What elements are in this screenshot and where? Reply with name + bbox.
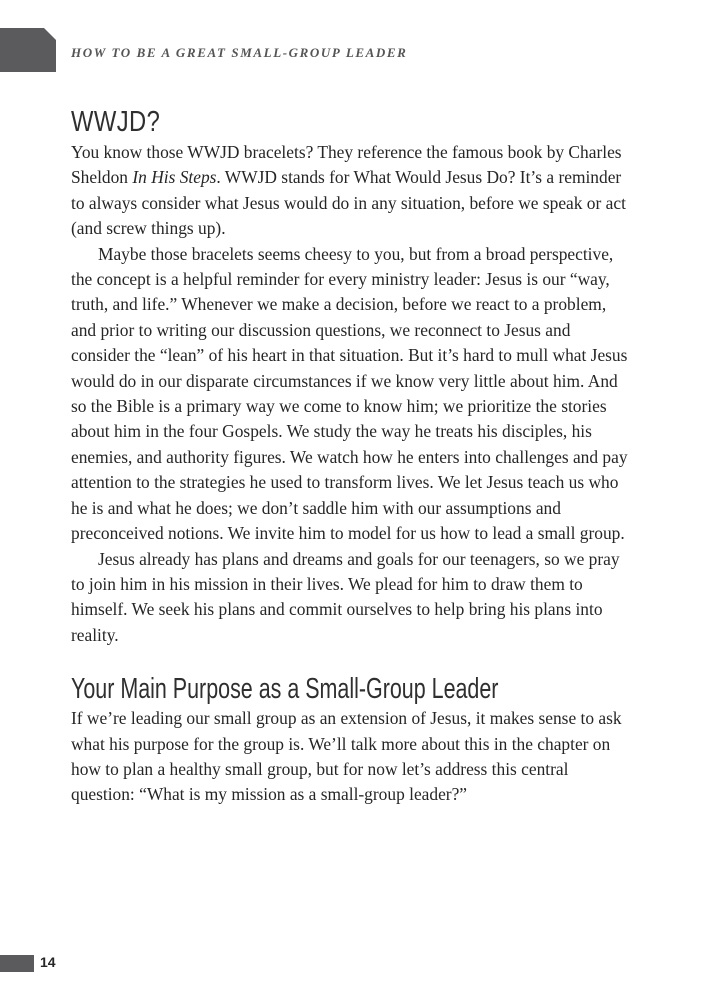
paragraph-text: You know those WWJD bracelets? They reference the famous book by Charles Sheldon xyxy=(71,142,622,188)
header-tab-decoration xyxy=(0,28,56,72)
paragraph-main-purpose: If we’re leading our small group as an extension of Jesus, it makes sense to ask what his purpose for the group is. We’ll talk more about this in the chapter on how to plan a healthy small group, but for now let’s address this central question: “What is my mission as a small-group leader?” xyxy=(71,708,622,805)
paragraph-text: . WWJD stands for What Would Jesus Do? It’s a reminder to always consider what Jesus would do in any situation, before we speak or act (and screw things up). xyxy=(71,167,626,239)
book-title: In His Steps xyxy=(132,167,217,188)
folio-bar-decoration xyxy=(0,955,34,972)
paragraph-plans: Jesus already has plans and dreams and goals for our teenagers, so we pray to join him in his mission in their lives. We plead for him to draw them to himself. We seek his plans and commit ourselves to help bring his plans into reality. xyxy=(71,548,620,645)
page-number: 14 xyxy=(40,954,56,970)
section-heading-wwjd: WWJD? xyxy=(71,106,161,138)
page-body xyxy=(71,104,631,808)
paragraph-wwjd-intro xyxy=(71,140,631,242)
running-head: HOW TO BE A GREAT SMALL-GROUP LEADER xyxy=(71,45,408,60)
section-heading-main-purpose: Your Main Purpose as a Small-Group Leader xyxy=(71,673,499,706)
paragraph-bracelets: Maybe those bracelets seems cheesy to you, but from a broad perspective, the concept is a helpful reminder for every ministry leader: Jesus is our “way, truth, and life.” Whenever we make a decision, before we react to a problem, and prior to writing our discussion questions, we reconnect to Jesus and consider the “lean” of his heart in that situation. But it’s hard to mull what Jesus would do in our disparate circumstances if we know very little about him. And so the Bible is a primary way we come to know him; we prioritize the stories about him in the four Gospels. We study the way he treats his disciples, his enemies, and authority figures. We watch how he enters into challenges and pay attention to the strategies he used to transform lives. We let Jesus teach us who he is and what he does; we don’t saddle him with our assumptions and preconceived notions. We invite him to model for us how to lead a small group. xyxy=(71,243,628,544)
